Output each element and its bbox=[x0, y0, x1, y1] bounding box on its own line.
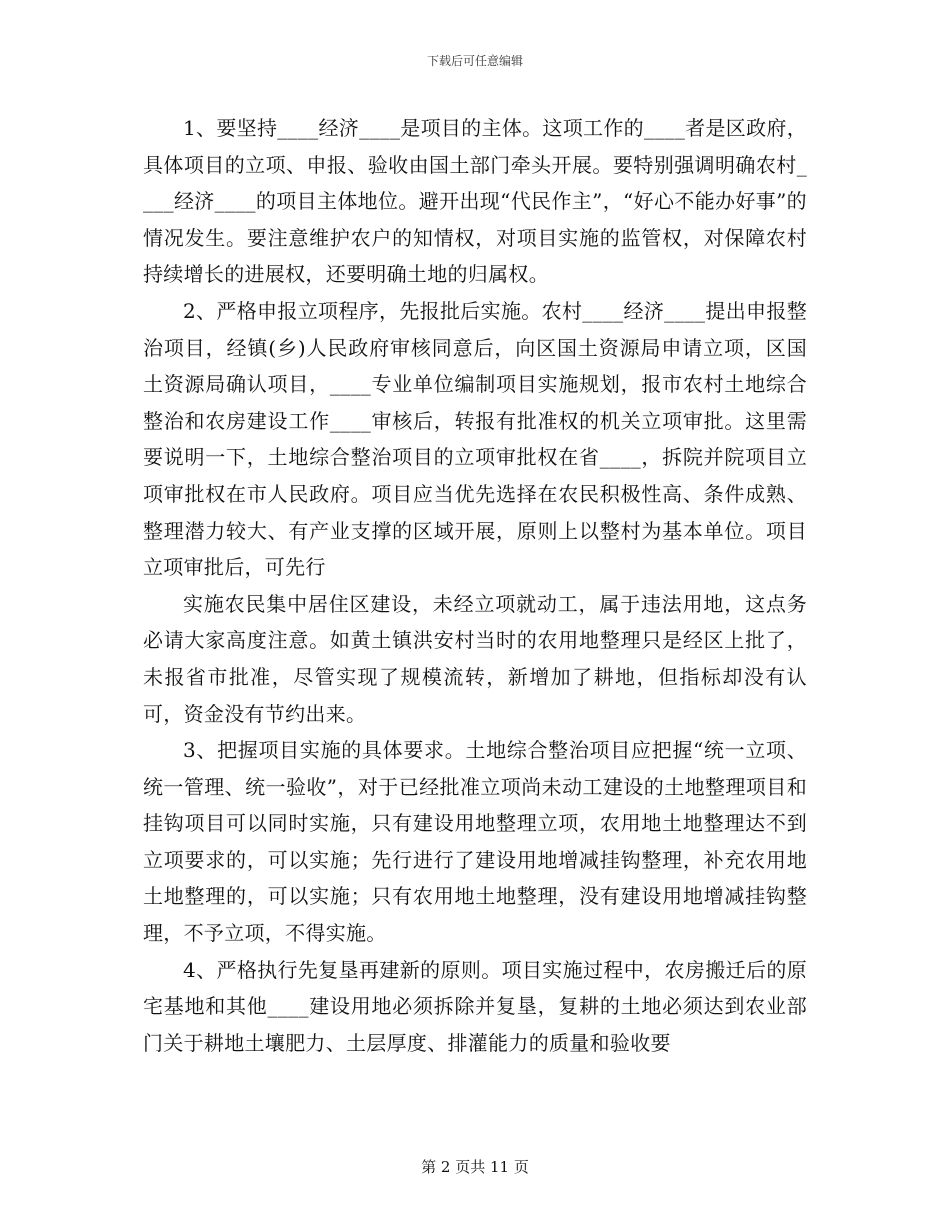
paragraph-5: 4、严格执行先复垦再建新的原则。项目实施过程中，农房搬迁后的原宅基地和其他____建设用地必须拆除并复垦，复耕的土地必须达到农业部门关于耕地土壤肥力、土层厚度、排灌能力的质量和验收要 bbox=[143, 957, 807, 1055]
paragraph-4: 3、把握项目实施的具体要求。土地综合整治项目应把握“统一立项、统一管理、统一验收”，对于已经批准立项尚未动工建设的土地整理项目和挂钩项目可以同时实施，只有建设用地整理立项，农用地土地整理达不到立项要求的，可以实施；先行进行了建设用地增减挂钩整理，补充农用地土地整理的，可以实施；只有农用地土地整理，没有建设用地增减挂钩整理，不予立项，不得实施。 bbox=[143, 738, 807, 946]
page-header: 下载后可任意编辑 bbox=[426, 54, 523, 68]
paragraph-3: 实施农民集中居住区建设，未经立项就动工，属于违法用地，这点务必请大家高度注意。如黄土镇洪安村当时的农用地整理只是经区上批了，未报省市批准，尽管实现了规模流转，新增加了耕地，但指标却没有认可，资金没有节约出来。 bbox=[143, 591, 807, 726]
page-footer: 第 2 页共 11 页 bbox=[421, 1158, 529, 1176]
paragraph-1: 1、要坚持____经济____是项目的主体。这项工作的____者是区政府，具体项目的立项、申报、验收由国土部门牵头开展。要特别强调明确农村____经济____的项目主体地位。避开出现“代民作主”，“好心不能办好事”的情况发生。要注意维护农户的知情权，对项目实施的监管权，对保障农村持续增长的进展权，还要明确土地的归属权。 bbox=[143, 116, 807, 287]
document-body bbox=[143, 110, 807, 1061]
paragraph-2: 2、严格申报立项程序，先报批后实施。农村____经济____提出申报整治项目，经镇(乡)人民政府审核同意后，向区国土资源局申请立项，区国土资源局确认项目，____专业单位编制项目实施规划，报市农村土地综合整治和农房建设工作____审核后，转报有批准权的机关立项审批。这里需要说明一下，土地综合整治项目的立项审批权在省____，拆院并院项目立项审批权在市人民政府。项目应当优先选择在农民积极性高、条件成熟、整理潜力较大、有产业支撑的区域开展，原则上以整村为基本单位。项目立项审批后，可先行 bbox=[143, 298, 807, 580]
